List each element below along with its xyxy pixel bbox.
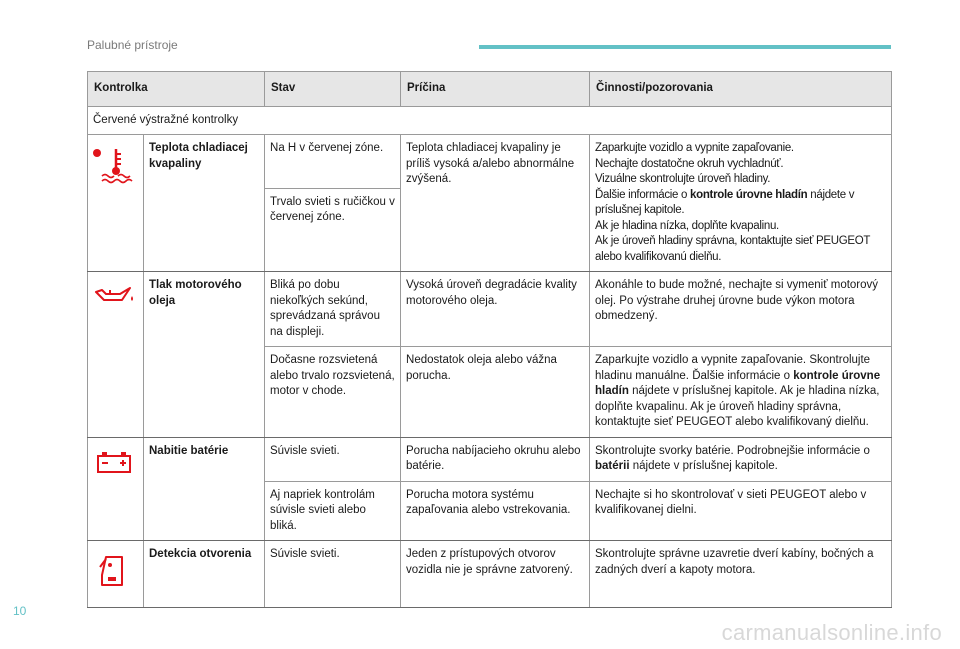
row-stav: Súvisle svieti.: [265, 541, 401, 608]
bold-link-text: kontrole úrovne hladín: [690, 188, 808, 201]
coolant-temperature-icon: [92, 145, 140, 185]
row-pricina: Teplota chladiacej kvapaliny je príliš vysoká a/alebo abnormálne zvýšená.: [401, 135, 590, 272]
table-row: [88, 135, 892, 189]
row-pricina: Nedostatok oleja alebo vážna porucha.: [401, 347, 590, 438]
text: nájdete v príslušnej kapitole.: [629, 460, 778, 472]
coolant-icon-cell: [88, 135, 144, 272]
cinnosti-line: [595, 188, 886, 219]
battery-icon-cell: [88, 437, 144, 541]
column-header-cinnosti: Činnosti/pozorovania: [590, 72, 892, 107]
row-stav: Na H v červenej zóne.: [265, 135, 401, 189]
row-cinnosti: [590, 437, 892, 481]
page-number: 10: [13, 604, 27, 618]
row-cinnosti: [590, 347, 892, 438]
row-pricina: Porucha nabíjacieho okruhu alebo batérie.: [401, 437, 590, 481]
section-title: Červené výstražné kontrolky: [88, 106, 892, 135]
cinnosti-line: Ak je hladina nízka, doplňte kvapalinu.: [595, 219, 779, 232]
table-row: [88, 272, 892, 347]
row-cinnosti: Skontrolujte správne uzavretie dverí kabíny, bočných a zadných dverí a kapoty motora.: [590, 541, 892, 608]
text: nájdete v príslušnej kapitole. Ak je hladina nízka, doplňte kvapalinu. Ak je úroveň hladiny správna, kontaktujte sieť PEUGEOT alebo kvalifikovaný dielňu.: [595, 385, 880, 428]
row-pricina: Jeden z prístupových otvorov vozidla nie je správne zatvorený.: [401, 541, 590, 608]
row-name: Nabitie batérie: [144, 437, 265, 541]
cinnosti-line: Zaparkujte vozidlo a vypnite zapaľovanie.: [595, 142, 794, 154]
cinnosti-line: Nechajte dostatočne okruh vychladnúť.: [595, 157, 784, 170]
row-name: Detekcia otvorenia: [144, 541, 265, 608]
row-cinnosti: Akonáhle to bude možné, nechajte si vymeniť motorový olej. Po výstrahe druhej úrovne bude výkon motora obmedzený.: [590, 272, 892, 347]
door-open-icon: [92, 551, 138, 591]
row-stav: Bliká po dobu niekoľkých sekúnd, sprevádzaná správou na displeji.: [265, 272, 401, 347]
bold-link-text: kontrole úrovne hladín: [595, 369, 881, 397]
text: Ďalšie informácie o: [595, 188, 691, 201]
header-accent-bar: [479, 45, 891, 49]
page-header-title: Palubné prístroje: [87, 38, 178, 52]
table-row: [88, 541, 892, 608]
row-stav: Dočasne rozsvietená alebo trvalo rozsvietená, motor v chode.: [265, 347, 401, 438]
text: nájdete v príslušnej kapitole.: [595, 188, 855, 216]
text: Skontrolujte svorky batérie. Podrobnejšie informácie o: [595, 444, 870, 457]
battery-icon: [92, 448, 138, 476]
row-pricina: Porucha motora systému zapaľovania alebo vstrekovania.: [401, 481, 590, 541]
row-stav: Trvalo svieti s ručičkou v červenej zóne.: [265, 188, 401, 271]
oil-pressure-icon: [92, 282, 138, 308]
row-stav: Súvisle svieti.: [265, 437, 401, 481]
door-icon-cell: [88, 541, 144, 608]
text: Zaparkujte vozidlo a vypnite zapaľovanie. Skontrolujte hladinu manuálne. Ďalšie informácie o: [595, 354, 871, 382]
row-stav: Aj napriek kontrolám súvisle svieti alebo bliká.: [265, 481, 401, 541]
warning-lights-table: [87, 71, 892, 608]
column-header-pricina: Príčina: [401, 72, 590, 107]
column-header-stav: Stav: [265, 72, 401, 107]
cinnosti-line: Vizuálne skontrolujte úroveň hladiny.: [595, 173, 771, 185]
cinnosti-line: Ak je úroveň hladiny správna, kontaktujte sieť PEUGEOT alebo kvalifikovanú dielňu.: [595, 235, 870, 263]
bold-link-text: batérii: [595, 460, 630, 472]
row-pricina: Vysoká úroveň degradácie kvality motorového oleja.: [401, 272, 590, 347]
watermark-text: carmanualsonline.info: [721, 620, 942, 645]
row-cinnosti: [590, 135, 892, 272]
table-header-row: [88, 72, 892, 107]
oil-icon-cell: [88, 272, 144, 438]
section-row: [88, 106, 892, 135]
row-name: Tlak motorového oleja: [144, 272, 265, 438]
row-name: Teplota chladiacej kvapaliny: [144, 135, 265, 272]
column-header-kontrolka: Kontrolka: [88, 72, 265, 107]
table-row: [88, 437, 892, 481]
row-cinnosti: Nechajte si ho skontrolovať v sieti PEUGEOT alebo v kvalifikovanej dielni.: [590, 481, 892, 541]
